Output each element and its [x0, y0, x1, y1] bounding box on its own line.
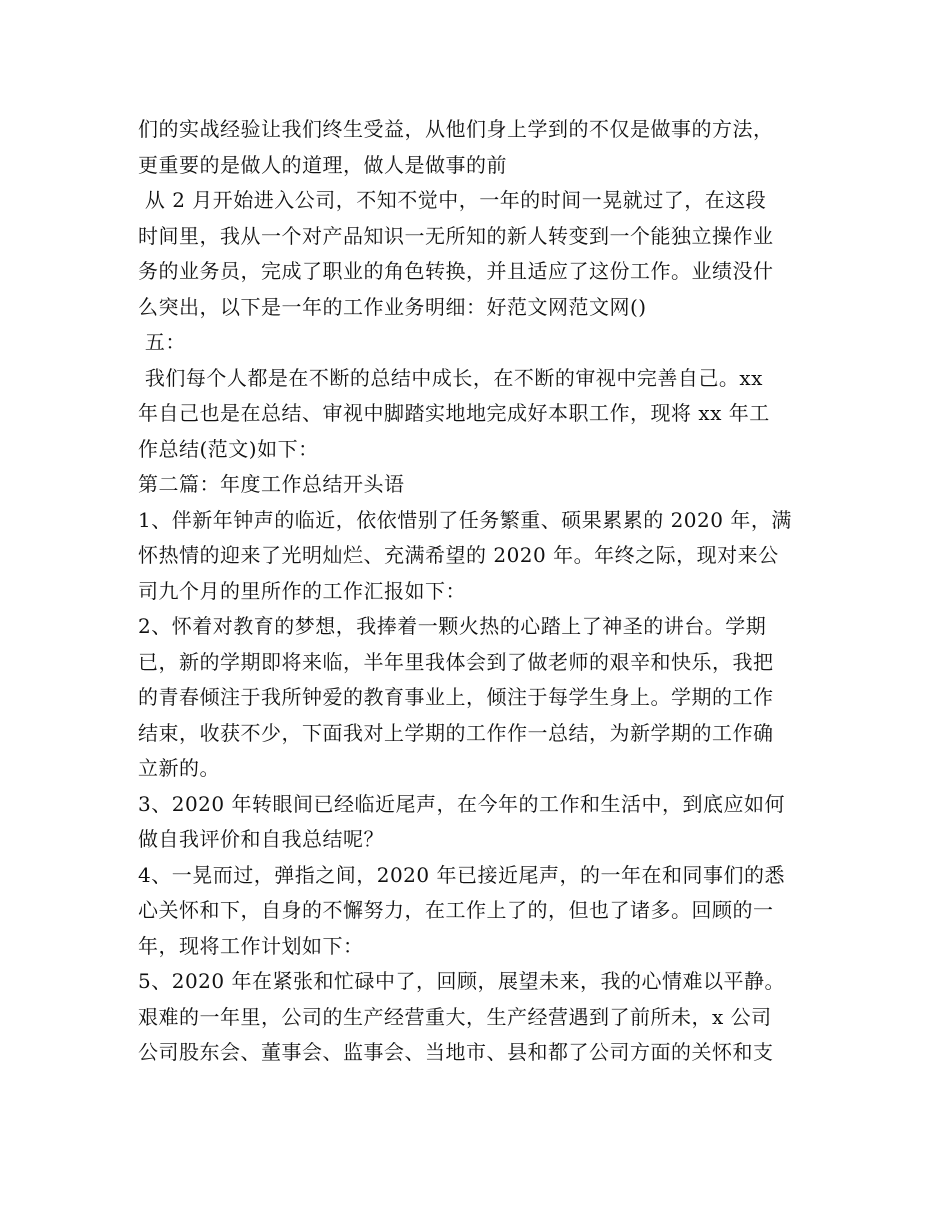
text-line: 心关怀和下，自身的不懈努力，在工作上了的，但也了诸多。回顾的一 — [138, 898, 774, 922]
text-line: 么突出，以下是一年的工作业务明细：好范文网范文网() — [138, 294, 647, 319]
text-line: 年，现将工作计划如下： — [138, 933, 364, 958]
text-line: 作总结(范文)如下： — [138, 436, 319, 461]
text-line: 从 2 月开始进入公司，不知不觉中，一年的时间一晃就过了，在这段 — [138, 188, 767, 212]
text-line: 1、伴新年钟声的临近，依依惜别了任务繁重、硕果累累的 2020 年，满 — [138, 507, 792, 532]
text-line: 司九个月的里所作的工作汇报如下： — [138, 578, 466, 603]
text-line: 公司股东会、董事会、监事会、当地市、县和都了公司方面的关怀和支 — [138, 1040, 774, 1064]
text-line: 立新的。 — [138, 756, 220, 780]
text-line: 做自我评价和自我总结呢？ — [138, 827, 384, 851]
text-line: 4、一晃而过，弹指之间，2020 年已接近尾声，的一年在和同事们的悉 — [138, 862, 785, 887]
text-line: 5、2020 年在紧张和忙碌中了，回顾，展望未来，我的心情难以平静。 — [138, 969, 785, 993]
text-line: 的青春倾注于我所钟爱的教育事业上，倾注于每学生身上。学期的工作 — [138, 685, 774, 709]
text-line: 结束，收获不少，下面我对上学期的工作作一总结，为新学期的工作确 — [138, 720, 774, 745]
text-line: 艰难的一年里，公司的生产经营重大，生产经营遇到了前所未，x 公司 — [138, 1004, 772, 1029]
text-line: 们的实战经验让我们终生受益，从他们身上学到的不仅是做事的方法， — [138, 117, 774, 141]
section-marker: 五： — [138, 330, 186, 354]
text-line: 已，新的学期即将来临，半年里我体会到了做老师的艰辛和快乐，我把 — [138, 649, 774, 674]
section-heading: 第二篇：年度工作总结开头语 — [138, 472, 405, 496]
document-body — [138, 112, 818, 1071]
text-line: 年自己也是在总结、审视中脚踏实地地完成好本职工作，现将 xx 年工 — [138, 401, 770, 425]
text-line: 更重要的是做人的道理，做人是做事的前 — [138, 152, 507, 177]
text-line: 务的业务员，完成了职业的角色转换，并且适应了这份工作。业绩没什 — [138, 259, 774, 283]
text-line: 我们每个人都是在不断的总结中成长，在不断的审视中完善自己。xx — [138, 365, 763, 390]
text-line: 怀热情的迎来了光明灿烂、充满希望的 2020 年。年终之际，现对来公 — [138, 543, 779, 567]
text-line: 时间里，我从一个对产品知识一无所知的新人转变到一个能独立操作业 — [138, 223, 774, 248]
text-line: 2、怀着对教育的梦想，我捧着一颗火热的心踏上了神圣的讲台。学期 — [138, 614, 767, 638]
text-line: 3、2020 年转眼间已经临近尾声，在今年的工作和生活中，到底应如何 — [138, 791, 785, 816]
